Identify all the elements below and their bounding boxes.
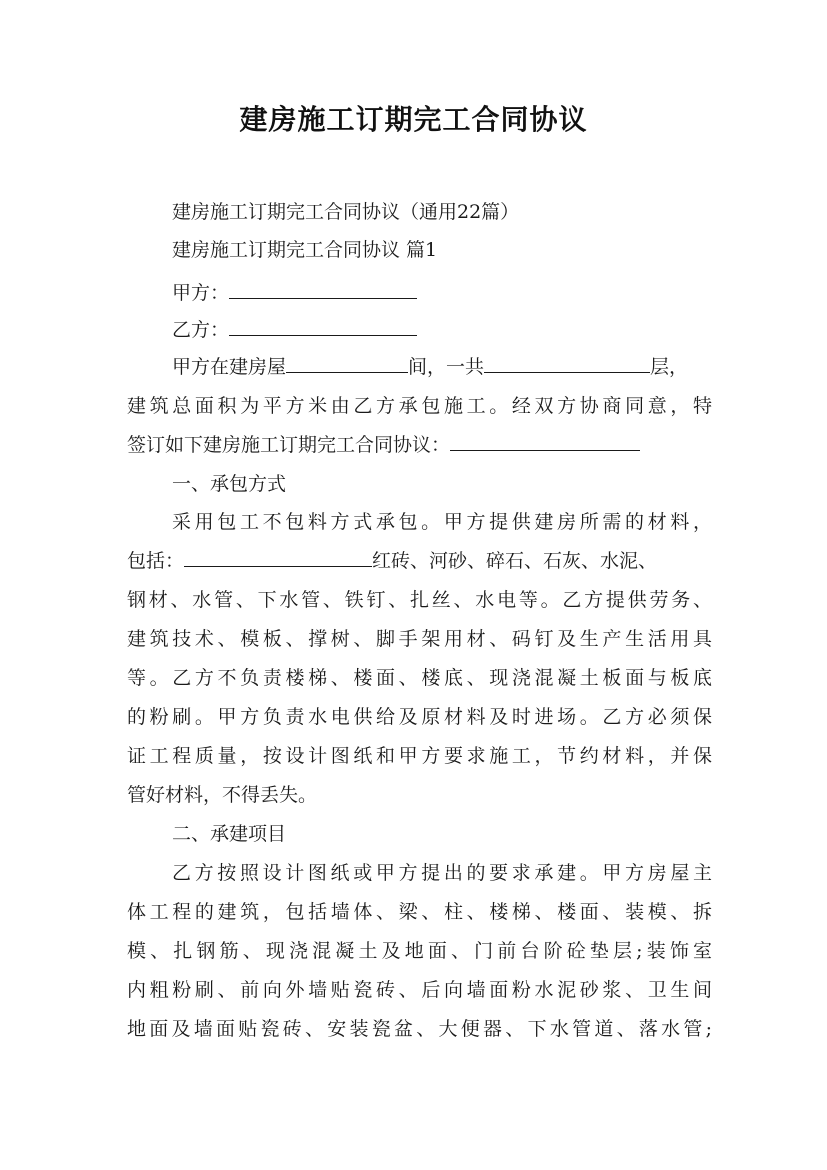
party-a-blank: [229, 281, 417, 299]
floors-blank: [484, 355, 650, 373]
para-2-line-4: 内粗粉刷、前向外墙贴瓷砖、后向墙面粉水泥砂浆、卫生间: [127, 979, 712, 1001]
para-1-line-7: 证工程质量，按设计图纸和甲方要求施工，节约材料，并保: [127, 745, 712, 767]
para-1-text-b: 红砖、河砂、碎石、石灰、水泥、: [372, 550, 658, 572]
document-subtitle: 建房施工订期完工合同协议（通用22篇）: [172, 201, 520, 223]
para-1-line-5: 等。乙方不负责楼梯、楼面、楼底、现浇混凝土板面与板底: [127, 667, 712, 689]
party-b-blank: [229, 318, 417, 336]
intro-text-b: 间，一共: [408, 356, 485, 378]
heading-2: 二、承建项目: [172, 823, 287, 845]
rooms-blank: [286, 355, 408, 373]
intro-text-c: 层，: [650, 356, 689, 378]
intro-line-3: [127, 433, 640, 457]
para-2-line-1: 乙方按照设计图纸或甲方提出的要求承建。甲方房屋主: [172, 862, 712, 884]
para-2-line-3: 模、扎钢筋、现浇混凝土及地面、门前台阶砼垫层;装饰室: [127, 940, 712, 962]
intro-line-2: 建筑总面积为平方米由乙方承包施工。经双方协商同意，特: [127, 395, 712, 417]
intro-text-3: 签订如下建房施工订期完工合同协议：: [127, 434, 451, 456]
para-1-line-2: [127, 549, 657, 573]
para-2-line-2: 体工程的建筑，包括墙体、梁、柱、楼梯、楼面、装模、拆: [127, 901, 712, 923]
intro-text-a: 甲方在建房屋: [172, 356, 287, 378]
para-2-line-5: 地面及墙面贴瓷砖、安装瓷盆、大便器、下水管道、落水管;: [127, 1018, 712, 1040]
document-title: 建房施工订期完工合同协议: [239, 103, 588, 136]
party-a-label: 甲方：: [172, 282, 230, 304]
para-1-line-6: 的粉刷。甲方负责水电供给及原材料及时进场。乙方必须保: [127, 706, 712, 728]
party-b-line: [172, 318, 417, 342]
para-1-text-a: 包括：: [127, 550, 185, 572]
heading-1: 一、承包方式: [172, 473, 287, 495]
party-b-label: 乙方：: [172, 319, 230, 341]
party-a-line: [172, 281, 417, 305]
materials-blank: [184, 549, 372, 567]
para-1-line-1: 采用包工不包料方式承包。甲方提供建房所需的材料，: [172, 511, 712, 533]
agreement-blank: [450, 433, 640, 451]
para-1-line-3: 钢材、水管、下水管、铁钉、扎丝、水电等。乙方提供劳务、: [127, 589, 712, 611]
intro-line-1: [172, 355, 688, 379]
para-1-line-4: 建筑技术、模板、撑树、脚手架用材、码钉及生产生活用具: [127, 628, 712, 650]
para-1-line-8: 管好材料，不得丢失。: [127, 784, 318, 806]
section-heading: 建房施工订期完工合同协议 篇1: [172, 239, 438, 261]
